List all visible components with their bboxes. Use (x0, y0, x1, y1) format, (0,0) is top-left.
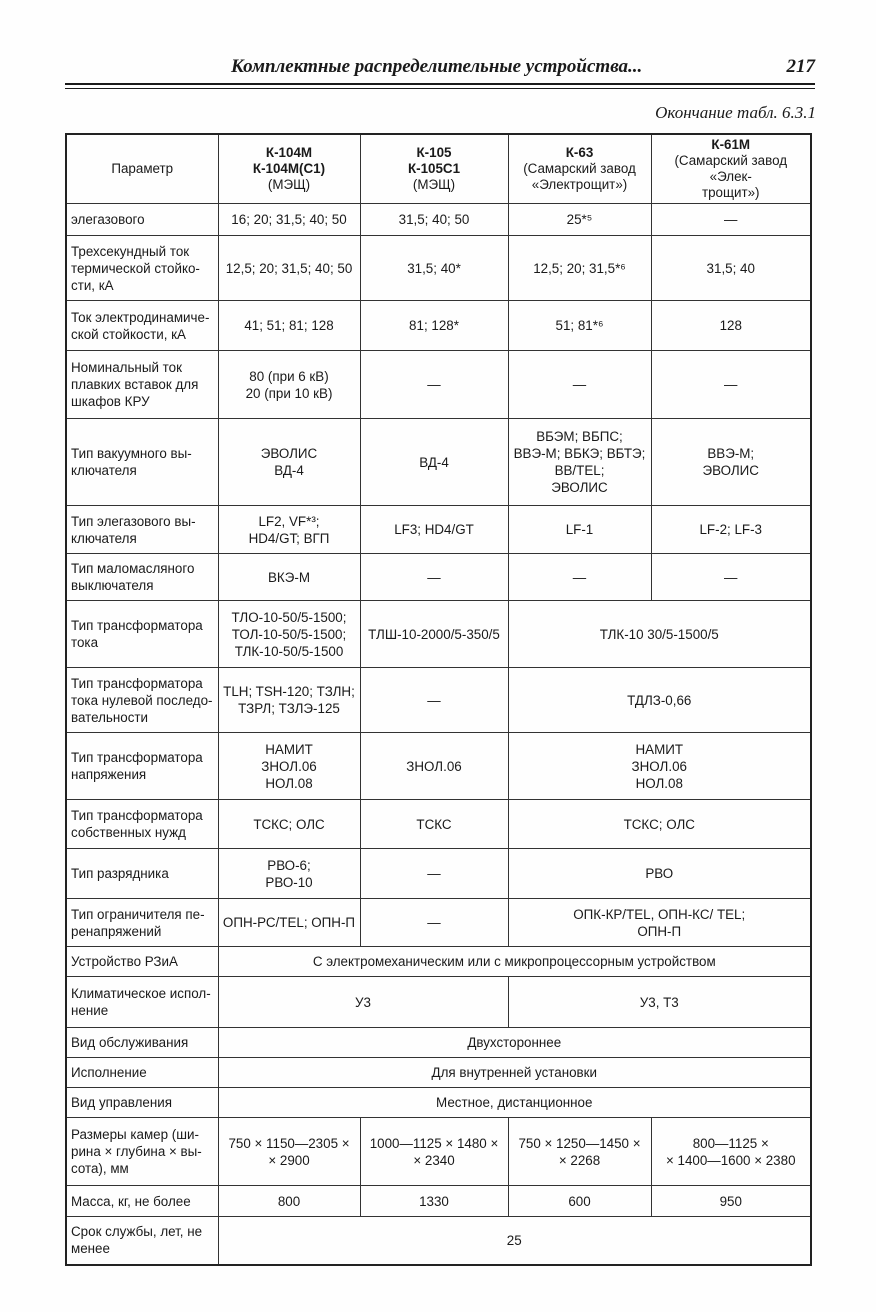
value-cell: ВВЭ-М; ЭВОЛИС (651, 419, 811, 506)
table-row (66, 1186, 811, 1217)
table-row (66, 800, 811, 849)
value-cell: НАМИТ ЗНОЛ.06 НОЛ.08 (218, 733, 360, 800)
value-cell: LF2, VF*³; HD4/GT; ВГП (218, 506, 360, 554)
param-cell: Тип вакуумного вы- ключателя (66, 419, 218, 506)
value-cell: 800 (218, 1186, 360, 1217)
param-cell: Тип трансформатора тока (66, 601, 218, 668)
value-cell-merged: НАМИТ ЗНОЛ.06 НОЛ.08 (508, 733, 811, 800)
param-cell: Устройство РЗиА (66, 947, 218, 977)
value-cell: ЗНОЛ.06 (360, 733, 508, 800)
table-row (66, 1058, 811, 1088)
value-cell: 31,5; 40 (651, 236, 811, 301)
value-cell: РВО-6; РВО-10 (218, 849, 360, 899)
value-cell: 31,5; 40* (360, 236, 508, 301)
value-cell: — (360, 668, 508, 733)
value-cell: LF-2; LF-3 (651, 506, 811, 554)
param-cell: элегазового (66, 204, 218, 236)
running-title: Комплектные распределительные устройства... (231, 56, 643, 77)
table-row (66, 733, 811, 800)
value-cell-merged: ТСКС; ОЛС (508, 800, 811, 849)
specification-table (65, 133, 812, 1266)
header-col-4-name: К-61М (711, 137, 751, 152)
table-header-row (66, 134, 811, 204)
table-continuation-label: Окончание табл. 6.3.1 (655, 103, 816, 122)
table-row (66, 1028, 811, 1058)
table-row (66, 506, 811, 554)
param-cell: Тип трансформатора собственных нужд (66, 800, 218, 849)
header-col-1 (218, 134, 360, 204)
value-cell: ВД-4 (360, 419, 508, 506)
value-cell: ТЛШ-10-2000/5-350/5 (360, 601, 508, 668)
value-cell: ЭВОЛИС ВД-4 (218, 419, 360, 506)
value-cell: 51; 81*⁶ (508, 301, 651, 351)
param-cell: Тип ограничителя пе- ренапряжений (66, 899, 218, 947)
value-cell: — (360, 554, 508, 601)
param-cell: Размеры камер (ши- рина × глубина × вы- сота), мм (66, 1118, 218, 1186)
value-cell: 80 (при 6 кВ) 20 (при 10 кВ) (218, 351, 360, 419)
header-rule (65, 83, 815, 85)
value-cell: LF-1 (508, 506, 651, 554)
value-cell: ВКЭ-М (218, 554, 360, 601)
value-cell: — (508, 554, 651, 601)
value-cell: TLH; TSH-120; ТЗЛН; ТЗРЛ; ТЗЛЭ-125 (218, 668, 360, 733)
table-row (66, 668, 811, 733)
value-cell: 25*⁵ (508, 204, 651, 236)
value-cell: ВБЭМ; ВБПС; ВВЭ-М; ВБКЭ; ВБТЭ; ВВ/TEL; ЭВОЛИС (508, 419, 651, 506)
table-row (66, 601, 811, 668)
page-header (65, 52, 815, 88)
value-cell: 1330 (360, 1186, 508, 1217)
table-row (66, 419, 811, 506)
param-cell: Тип трансформатора тока нулевой последо- вательности (66, 668, 218, 733)
table-row (66, 899, 811, 947)
value-cell: 600 (508, 1186, 651, 1217)
param-cell: Тип маломасляного выключателя (66, 554, 218, 601)
param-cell: Ток электродинамиче- ской стойкости, кА (66, 301, 218, 351)
value-cell: 750 × 1150—2305 × × 2900 (218, 1118, 360, 1186)
value-cell: 31,5; 40; 50 (360, 204, 508, 236)
value-cell: ТСКС (360, 800, 508, 849)
value-cell: 128 (651, 301, 811, 351)
page-number: 217 (786, 56, 815, 77)
table-row (66, 1217, 811, 1265)
value-cell: 12,5; 20; 31,5*⁶ (508, 236, 651, 301)
table-row (66, 204, 811, 236)
value-cell: 800—1125 × × 1400—1600 × 2380 (651, 1118, 811, 1186)
table-row (66, 351, 811, 419)
header-param: Параметр (66, 134, 218, 204)
value-cell: 81; 128* (360, 301, 508, 351)
header-col-1-name: К-104М К-104М(С1) (252, 145, 326, 176)
value-cell: 12,5; 20; 31,5; 40; 50 (218, 236, 360, 301)
value-cell: — (508, 351, 651, 419)
param-cell: Тип разрядника (66, 849, 218, 899)
value-cell: — (360, 849, 508, 899)
param-cell: Тип трансформатора напряжения (66, 733, 218, 800)
table-row (66, 977, 811, 1028)
header-rule-thin (65, 88, 815, 89)
value-cell: — (651, 351, 811, 419)
header-col-3-name: К-63 (565, 145, 594, 160)
value-cell: — (360, 899, 508, 947)
value-cell: ОПН-РС/TEL; ОПН-П (218, 899, 360, 947)
header-col-2-maker: (МЭЩ) (412, 177, 456, 192)
header-col-3 (508, 134, 651, 204)
table-row (66, 947, 811, 977)
value-cell: 750 × 1250—1450 × × 2268 (508, 1118, 651, 1186)
header-col-3-maker: (Самарский завод «Электрощит») (523, 161, 636, 192)
param-cell: Тип элегазового вы- ключателя (66, 506, 218, 554)
value-cell: 1000—1125 × 1480 × × 2340 (360, 1118, 508, 1186)
param-cell: Срок службы, лет, не менее (66, 1217, 218, 1265)
value-cell-merged: Двухстороннее (218, 1028, 811, 1058)
value-cell: — (651, 204, 811, 236)
value-cell-merged: 25 (218, 1217, 811, 1265)
value-cell: LF3; HD4/GT (360, 506, 508, 554)
value-cell: — (360, 351, 508, 419)
param-cell: Номинальный ток плавких вставок для шкафов КРУ (66, 351, 218, 419)
table-row (66, 301, 811, 351)
table-row (66, 1118, 811, 1186)
value-cell-merged: С электромеханическим или с микропроцессорным устройством (218, 947, 811, 977)
param-cell: Трехсекундный ток термической стойко- сти, кА (66, 236, 218, 301)
value-cell: 950 (651, 1186, 811, 1217)
param-cell: Исполнение (66, 1058, 218, 1088)
param-cell: Вид управления (66, 1088, 218, 1118)
table-row (66, 236, 811, 301)
value-cell-merged: У3, Т3 (508, 977, 811, 1028)
table-row (66, 849, 811, 899)
header-col-4 (651, 134, 811, 204)
header-col-1-maker: (МЭЩ) (267, 177, 311, 192)
value-cell-merged: ТДЛЗ-0,66 (508, 668, 811, 733)
value-cell: ТСКС; ОЛС (218, 800, 360, 849)
value-cell-merged: Местное, дистанционное (218, 1088, 811, 1118)
table-row (66, 1088, 811, 1118)
header-col-2 (360, 134, 508, 204)
param-cell: Масса, кг, не более (66, 1186, 218, 1217)
table-row (66, 554, 811, 601)
value-cell-merged: У3 (218, 977, 508, 1028)
param-cell: Вид обслуживания (66, 1028, 218, 1058)
value-cell-merged: ТЛК-10 30/5-1500/5 (508, 601, 811, 668)
value-cell-merged: ОПК-КР/TEL, ОПН-КС/ TEL; ОПН-П (508, 899, 811, 947)
param-cell: Климатическое испол- нение (66, 977, 218, 1028)
value-cell-merged: РВО (508, 849, 811, 899)
value-cell: 41; 51; 81; 128 (218, 301, 360, 351)
value-cell-merged: Для внутренней установки (218, 1058, 811, 1088)
value-cell: ТЛО-10-50/5-1500; ТОЛ-10-50/5-1500; ТЛК-10-50/5-1500 (218, 601, 360, 668)
value-cell: — (651, 554, 811, 601)
header-col-4-maker: (Самарский завод «Элек- трощит») (674, 153, 788, 200)
value-cell: 16; 20; 31,5; 40; 50 (218, 204, 360, 236)
header-col-2-name: К-105 К-105С1 (407, 145, 461, 176)
